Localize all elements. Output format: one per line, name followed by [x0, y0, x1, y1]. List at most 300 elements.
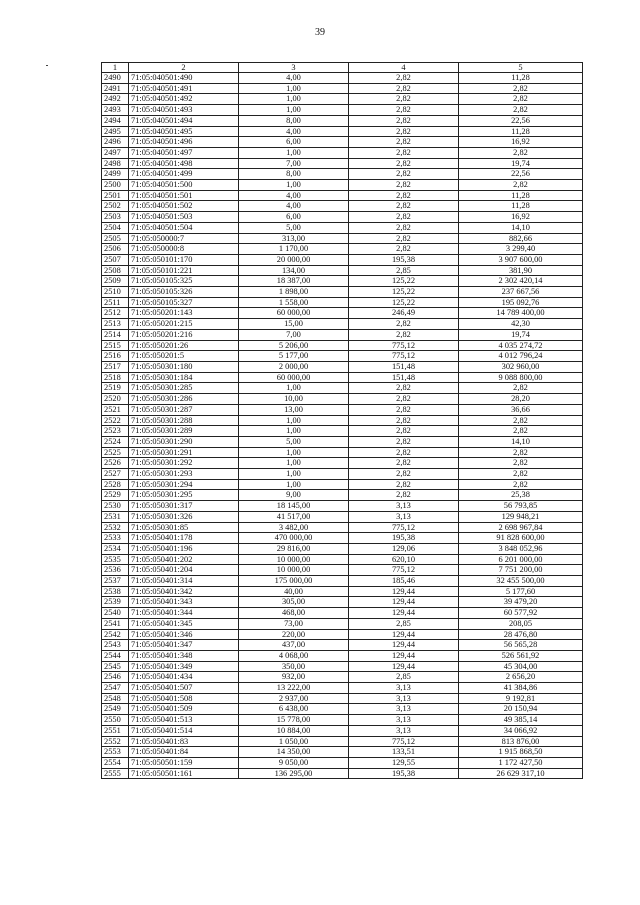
- table-cell-col2: 71:05:050401:514: [129, 725, 239, 736]
- table-cell-col2: 71:05:050101:221: [129, 265, 239, 276]
- table-cell-col1: 2491: [102, 83, 129, 94]
- table-cell-col2: 71:05:050301:289: [129, 426, 239, 437]
- table-row: [102, 650, 583, 661]
- table-row: [102, 94, 583, 105]
- table-cell-col2: 71:05:050401:513: [129, 715, 239, 726]
- table-cell-col5: 11,28: [459, 126, 583, 137]
- table-cell-col1: 2505: [102, 233, 129, 244]
- table-cell-col4: 2,82: [349, 394, 459, 405]
- column-header-4: 4: [349, 63, 459, 73]
- table-cell-col2: 71:05:050301:317: [129, 501, 239, 512]
- column-header-2: 2: [129, 63, 239, 73]
- table-row: [102, 147, 583, 158]
- table-cell-col4: 129,06: [349, 543, 459, 554]
- table-cell-col1: 2496: [102, 137, 129, 148]
- table-cell-col1: 2520: [102, 394, 129, 405]
- table-row: [102, 597, 583, 608]
- table-cell-col3: 6,00: [239, 137, 349, 148]
- table-cell-col3: 13 222,00: [239, 683, 349, 694]
- table-row: [102, 522, 583, 533]
- table-cell-col5: 2,82: [459, 415, 583, 426]
- table-cell-col2: 71:05:050401:84: [129, 747, 239, 758]
- table-row: [102, 693, 583, 704]
- page-number: 39: [315, 27, 325, 38]
- table-cell-col5: 302 960,00: [459, 361, 583, 372]
- table-cell-col4: 2,85: [349, 672, 459, 683]
- table-cell-col5: 208,05: [459, 618, 583, 629]
- table-cell-col3: 1 170,00: [239, 244, 349, 255]
- table-row: [102, 426, 583, 437]
- table-cell-col3: 4,00: [239, 190, 349, 201]
- table-cell-col4: 246,49: [349, 308, 459, 319]
- table-cell-col5: 14,10: [459, 222, 583, 233]
- table-row: [102, 586, 583, 597]
- table-cell-col3: 73,00: [239, 618, 349, 629]
- table-cell-col4: 3,13: [349, 704, 459, 715]
- table-cell-col4: 129,44: [349, 640, 459, 651]
- table-cell-col5: 2,82: [459, 426, 583, 437]
- table-cell-col4: 3,13: [349, 715, 459, 726]
- table-cell-col4: 775,12: [349, 351, 459, 362]
- table-cell-col5: 39 479,20: [459, 597, 583, 608]
- table-cell-col4: 2,82: [349, 73, 459, 84]
- table-cell-col5: 2,82: [459, 94, 583, 105]
- table-cell-col3: 10 000,00: [239, 565, 349, 576]
- table-cell-col4: 195,38: [349, 768, 459, 779]
- table-cell-col4: 2,85: [349, 618, 459, 629]
- table-cell-col3: 136 295,00: [239, 768, 349, 779]
- table-cell-col1: 2528: [102, 479, 129, 490]
- table-cell-col1: 2502: [102, 201, 129, 212]
- table-cell-col3: 220,00: [239, 629, 349, 640]
- table-cell-col4: 775,12: [349, 736, 459, 747]
- table-cell-col4: 2,82: [349, 201, 459, 212]
- table-cell-col5: 2 698 967,84: [459, 522, 583, 533]
- table-cell-col1: 2538: [102, 586, 129, 597]
- table-cell-col1: 2517: [102, 361, 129, 372]
- table-cell-col4: 185,46: [349, 576, 459, 587]
- table-cell-col2: 71:05:050101:170: [129, 254, 239, 265]
- table-row: [102, 212, 583, 223]
- table-cell-col5: 2,82: [459, 147, 583, 158]
- column-header-5: 5: [459, 63, 583, 73]
- table-cell-col2: 71:05:050401:344: [129, 608, 239, 619]
- table-cell-col5: 1 172 427,50: [459, 758, 583, 769]
- table-cell-col3: 4,00: [239, 73, 349, 84]
- table-cell-col2: 71:05:050301:290: [129, 436, 239, 447]
- table-cell-col4: 2,82: [349, 426, 459, 437]
- table-cell-col5: 91 828 600,00: [459, 533, 583, 544]
- table-cell-col1: 2540: [102, 608, 129, 619]
- table-cell-col5: 2,82: [459, 447, 583, 458]
- table-header-row: [102, 63, 583, 73]
- table-cell-col2: 71:05:050401:349: [129, 661, 239, 672]
- table-cell-col4: 2,82: [349, 83, 459, 94]
- table-row: [102, 469, 583, 480]
- table-cell-col2: 71:05:050401:346: [129, 629, 239, 640]
- table-cell-col1: 2530: [102, 501, 129, 512]
- table-cell-col2: 71:05:050105:325: [129, 276, 239, 287]
- table-row: [102, 308, 583, 319]
- table-row: [102, 115, 583, 126]
- table-cell-col1: 2510: [102, 287, 129, 298]
- table-cell-col5: 11,28: [459, 73, 583, 84]
- table-row: [102, 222, 583, 233]
- table-cell-col5: 56 793,85: [459, 501, 583, 512]
- table-cell-col2: 71:05:050301:293: [129, 469, 239, 480]
- table-cell-col4: 2,82: [349, 190, 459, 201]
- table-cell-col3: 40,00: [239, 586, 349, 597]
- table-cell-col5: 34 066,92: [459, 725, 583, 736]
- table-cell-col2: 71:05:050401:83: [129, 736, 239, 747]
- table-row: [102, 554, 583, 565]
- table-cell-col2: 71:05:040501:492: [129, 94, 239, 105]
- table-cell-col4: 3,13: [349, 683, 459, 694]
- table-cell-col2: 71:05:050201:5: [129, 351, 239, 362]
- table-cell-col5: 6 201 000,00: [459, 554, 583, 565]
- table-cell-col4: 2,82: [349, 158, 459, 169]
- table-cell-col2: 71:05:050401:434: [129, 672, 239, 683]
- table-cell-col1: 2518: [102, 372, 129, 383]
- table-row: [102, 576, 583, 587]
- table-cell-col2: 71:05:050401:347: [129, 640, 239, 651]
- table-cell-col2: 71:05:050401:202: [129, 554, 239, 565]
- table-cell-col5: 36,66: [459, 404, 583, 415]
- table-row: [102, 511, 583, 522]
- table-cell-col3: 1,00: [239, 479, 349, 490]
- table-cell-col5: 4 035 274,72: [459, 340, 583, 351]
- table-cell-col3: 1 050,00: [239, 736, 349, 747]
- table-cell-col3: 6,00: [239, 212, 349, 223]
- table-cell-col5: 5 177,60: [459, 586, 583, 597]
- table-cell-col5: 882,66: [459, 233, 583, 244]
- table-cell-col5: 60 577,92: [459, 608, 583, 619]
- table-cell-col1: 2495: [102, 126, 129, 137]
- table-cell-col5: 19,74: [459, 158, 583, 169]
- table-cell-col3: 60 000,00: [239, 372, 349, 383]
- table-row: [102, 340, 583, 351]
- table-cell-col4: 2,82: [349, 490, 459, 501]
- table-cell-col2: 71:05:040501:495: [129, 126, 239, 137]
- table-cell-col1: 2523: [102, 426, 129, 437]
- table-cell-col3: 15,00: [239, 319, 349, 330]
- table-cell-col4: 775,12: [349, 340, 459, 351]
- table-cell-col3: 1,00: [239, 383, 349, 394]
- table-row: [102, 329, 583, 340]
- table-cell-col2: 71:05:050301:295: [129, 490, 239, 501]
- table-row: [102, 736, 583, 747]
- table-cell-col5: 20 150,94: [459, 704, 583, 715]
- column-header-3: 3: [239, 63, 349, 73]
- table-cell-col4: 2,82: [349, 436, 459, 447]
- table-cell-col2: 71:05:050301:294: [129, 479, 239, 490]
- table-cell-col2: 71:05:040501:502: [129, 201, 239, 212]
- table-cell-col1: 2504: [102, 222, 129, 233]
- table-cell-col5: 237 667,56: [459, 287, 583, 298]
- table-cell-col2: 71:05:050401:342: [129, 586, 239, 597]
- table-cell-col3: 1,00: [239, 426, 349, 437]
- table-cell-col5: 32 455 500,00: [459, 576, 583, 587]
- table-cell-col1: 2531: [102, 511, 129, 522]
- table-cell-col4: 125,22: [349, 287, 459, 298]
- table-cell-col4: 2,82: [349, 137, 459, 148]
- table-cell-col5: 2,82: [459, 83, 583, 94]
- table-cell-col5: 49 385,14: [459, 715, 583, 726]
- table-cell-col4: 2,82: [349, 383, 459, 394]
- table-cell-col3: 14 350,00: [239, 747, 349, 758]
- table-cell-col5: 22,56: [459, 169, 583, 180]
- table-row: [102, 479, 583, 490]
- table-cell-col2: 71:05:040501:493: [129, 105, 239, 116]
- table-cell-col5: 2,82: [459, 180, 583, 191]
- table-cell-col2: 71:05:050000:8: [129, 244, 239, 255]
- table-row: [102, 758, 583, 769]
- table-cell-col4: 3,13: [349, 501, 459, 512]
- table-cell-col3: 468,00: [239, 608, 349, 619]
- table-cell-col2: 71:05:050201:216: [129, 329, 239, 340]
- table-cell-col1: 2521: [102, 404, 129, 415]
- table-cell-col2: 71:05:050301:291: [129, 447, 239, 458]
- table-row: [102, 661, 583, 672]
- table-cell-col1: 2546: [102, 672, 129, 683]
- table-cell-col4: 2,82: [349, 479, 459, 490]
- table-cell-col5: 2 302 420,14: [459, 276, 583, 287]
- table-cell-col3: 1,00: [239, 94, 349, 105]
- table-cell-col3: 29 816,00: [239, 543, 349, 554]
- table-cell-col4: 2,82: [349, 415, 459, 426]
- table-cell-col5: 2 656,20: [459, 672, 583, 683]
- table-cell-col4: 2,82: [349, 212, 459, 223]
- table-row: [102, 83, 583, 94]
- table-cell-col1: 2515: [102, 340, 129, 351]
- table-cell-col3: 18 387,00: [239, 276, 349, 287]
- table-cell-col2: 71:05:040501:499: [129, 169, 239, 180]
- table-cell-col3: 313,00: [239, 233, 349, 244]
- table-cell-col3: 41 517,00: [239, 511, 349, 522]
- table-cell-col5: 195 092,76: [459, 297, 583, 308]
- table-cell-col1: 2501: [102, 190, 129, 201]
- table-cell-col1: 2492: [102, 94, 129, 105]
- table-cell-col2: 71:05:050301:292: [129, 458, 239, 469]
- table-cell-col3: 9 050,00: [239, 758, 349, 769]
- table-row: [102, 768, 583, 779]
- table-cell-col1: 2532: [102, 522, 129, 533]
- table-cell-col1: 2543: [102, 640, 129, 651]
- table-cell-col5: 3 907 600,00: [459, 254, 583, 265]
- table-cell-col2: 71:05:040501:501: [129, 190, 239, 201]
- table-cell-col3: 6 438,00: [239, 704, 349, 715]
- table-cell-col3: 1,00: [239, 180, 349, 191]
- table-row: [102, 287, 583, 298]
- table-row: [102, 190, 583, 201]
- table-cell-col1: 2513: [102, 319, 129, 330]
- table-cell-col1: 2553: [102, 747, 129, 758]
- table-cell-col5: 42,30: [459, 319, 583, 330]
- table-row: [102, 244, 583, 255]
- table-cell-col3: 1 898,00: [239, 287, 349, 298]
- table-cell-col3: 3 482,00: [239, 522, 349, 533]
- table-row: [102, 704, 583, 715]
- table-cell-col1: 2534: [102, 543, 129, 554]
- table-cell-col5: 2,82: [459, 479, 583, 490]
- table-cell-col1: 2498: [102, 158, 129, 169]
- table-row: [102, 276, 583, 287]
- table-row: [102, 233, 583, 244]
- table-row: [102, 126, 583, 137]
- table-row: [102, 372, 583, 383]
- table-cell-col1: 2527: [102, 469, 129, 480]
- table-cell-col1: 2549: [102, 704, 129, 715]
- table-cell-col3: 5 177,00: [239, 351, 349, 362]
- table-row: [102, 201, 583, 212]
- table-row: [102, 319, 583, 330]
- table-cell-col3: 1,00: [239, 83, 349, 94]
- table-cell-col3: 437,00: [239, 640, 349, 651]
- column-header-1: 1: [102, 63, 129, 73]
- table-cell-col1: 2516: [102, 351, 129, 362]
- table-cell-col1: 2547: [102, 683, 129, 694]
- table-cell-col5: 9 192,81: [459, 693, 583, 704]
- table-cell-col4: 151,48: [349, 372, 459, 383]
- table-cell-col1: 2535: [102, 554, 129, 565]
- table-cell-col2: 71:05:050401:348: [129, 650, 239, 661]
- table-cell-col1: 2511: [102, 297, 129, 308]
- table-cell-col5: 19,74: [459, 329, 583, 340]
- table-cell-col5: 813 876,00: [459, 736, 583, 747]
- table-cell-col4: 125,22: [349, 276, 459, 287]
- table-cell-col1: 2544: [102, 650, 129, 661]
- table-cell-col4: 2,82: [349, 115, 459, 126]
- table-cell-col5: 26 629 317,10: [459, 768, 583, 779]
- table-cell-col2: 71:05:050401:345: [129, 618, 239, 629]
- table-cell-col3: 10 884,00: [239, 725, 349, 736]
- table-cell-col3: 350,00: [239, 661, 349, 672]
- table-row: [102, 533, 583, 544]
- table-cell-col1: 2554: [102, 758, 129, 769]
- table-cell-col4: 129,44: [349, 650, 459, 661]
- table-cell-col4: 3,13: [349, 693, 459, 704]
- table-cell-col2: 71:05:040501:504: [129, 222, 239, 233]
- table-cell-col1: 2524: [102, 436, 129, 447]
- table-cell-col5: 28,20: [459, 394, 583, 405]
- table-cell-col2: 71:05:040501:494: [129, 115, 239, 126]
- table-cell-col4: 775,12: [349, 522, 459, 533]
- table-cell-col1: 2497: [102, 147, 129, 158]
- table-cell-col1: 2508: [102, 265, 129, 276]
- table-row: [102, 565, 583, 576]
- table-cell-col1: 2519: [102, 383, 129, 394]
- table-cell-col1: 2493: [102, 105, 129, 116]
- table-cell-col2: 71:05:050401:196: [129, 543, 239, 554]
- table-cell-col5: 3 299,40: [459, 244, 583, 255]
- table-cell-col1: 2490: [102, 73, 129, 84]
- table-cell-col4: 129,44: [349, 586, 459, 597]
- table-row: [102, 158, 583, 169]
- table-cell-col4: 129,55: [349, 758, 459, 769]
- table-cell-col1: 2512: [102, 308, 129, 319]
- table-cell-col3: 7,00: [239, 329, 349, 340]
- table-row: [102, 383, 583, 394]
- table-cell-col1: 2526: [102, 458, 129, 469]
- table-cell-col4: 2,82: [349, 244, 459, 255]
- table-cell-col5: 45 304,00: [459, 661, 583, 672]
- table-row: [102, 105, 583, 116]
- table-cell-col5: 381,90: [459, 265, 583, 276]
- table-row: [102, 608, 583, 619]
- table-cell-col4: 2,82: [349, 233, 459, 244]
- table-cell-col2: 71:05:050301:288: [129, 415, 239, 426]
- table-cell-col4: 3,13: [349, 511, 459, 522]
- table-cell-col4: 2,82: [349, 469, 459, 480]
- table-cell-col3: 7,00: [239, 158, 349, 169]
- table-row: [102, 618, 583, 629]
- table-cell-col3: 305,00: [239, 597, 349, 608]
- table-cell-col3: 2 937,00: [239, 693, 349, 704]
- table-cell-col1: 2506: [102, 244, 129, 255]
- table-cell-col2: 71:05:040501:496: [129, 137, 239, 148]
- table-row: [102, 672, 583, 683]
- table-cell-col2: 71:05:050201:26: [129, 340, 239, 351]
- table-row: [102, 180, 583, 191]
- table-cell-col2: 71:05:040501:498: [129, 158, 239, 169]
- table-cell-col3: 175 000,00: [239, 576, 349, 587]
- table-cell-col2: 71:05:050401:343: [129, 597, 239, 608]
- table-cell-col4: 2,82: [349, 126, 459, 137]
- table-cell-col4: 129,44: [349, 661, 459, 672]
- table-cell-col2: 71:05:050501:159: [129, 758, 239, 769]
- table-cell-col2: 71:05:050000:7: [129, 233, 239, 244]
- table-cell-col4: 620,10: [349, 554, 459, 565]
- table-cell-col3: 13,00: [239, 404, 349, 415]
- table-cell-col4: 2,82: [349, 319, 459, 330]
- table-row: [102, 361, 583, 372]
- table-cell-col2: 71:05:050201:143: [129, 308, 239, 319]
- table-cell-col5: 41 384,86: [459, 683, 583, 694]
- table-cell-col3: 5,00: [239, 436, 349, 447]
- table-cell-col2: 71:05:050401:204: [129, 565, 239, 576]
- cadastral-table: [101, 62, 583, 779]
- table-cell-col1: 2545: [102, 661, 129, 672]
- table-cell-col2: 71:05:050105:327: [129, 297, 239, 308]
- table-cell-col2: 71:05:040501:497: [129, 147, 239, 158]
- table-row: [102, 137, 583, 148]
- table-cell-col4: 133,51: [349, 747, 459, 758]
- table-row: [102, 73, 583, 84]
- table-cell-col3: 2 000,00: [239, 361, 349, 372]
- table-cell-col3: 8,00: [239, 169, 349, 180]
- table-cell-col3: 4,00: [239, 126, 349, 137]
- table-row: [102, 297, 583, 308]
- table-row: [102, 501, 583, 512]
- table-cell-col2: 71:05:050301:180: [129, 361, 239, 372]
- table-cell-col4: 2,82: [349, 180, 459, 191]
- table-row: [102, 683, 583, 694]
- table-cell-col1: 2550: [102, 715, 129, 726]
- table-cell-col4: 2,82: [349, 447, 459, 458]
- table-cell-col1: 2539: [102, 597, 129, 608]
- table-cell-col5: 11,28: [459, 201, 583, 212]
- table-cell-col2: 71:05:050401:178: [129, 533, 239, 544]
- table-cell-col1: 2500: [102, 180, 129, 191]
- table-cell-col1: 2529: [102, 490, 129, 501]
- table-cell-col4: 129,44: [349, 597, 459, 608]
- table-cell-col4: 2,82: [349, 222, 459, 233]
- table-row: [102, 436, 583, 447]
- table-row: [102, 169, 583, 180]
- table-cell-col1: 2503: [102, 212, 129, 223]
- table-cell-col4: 2,82: [349, 94, 459, 105]
- table-row: [102, 640, 583, 651]
